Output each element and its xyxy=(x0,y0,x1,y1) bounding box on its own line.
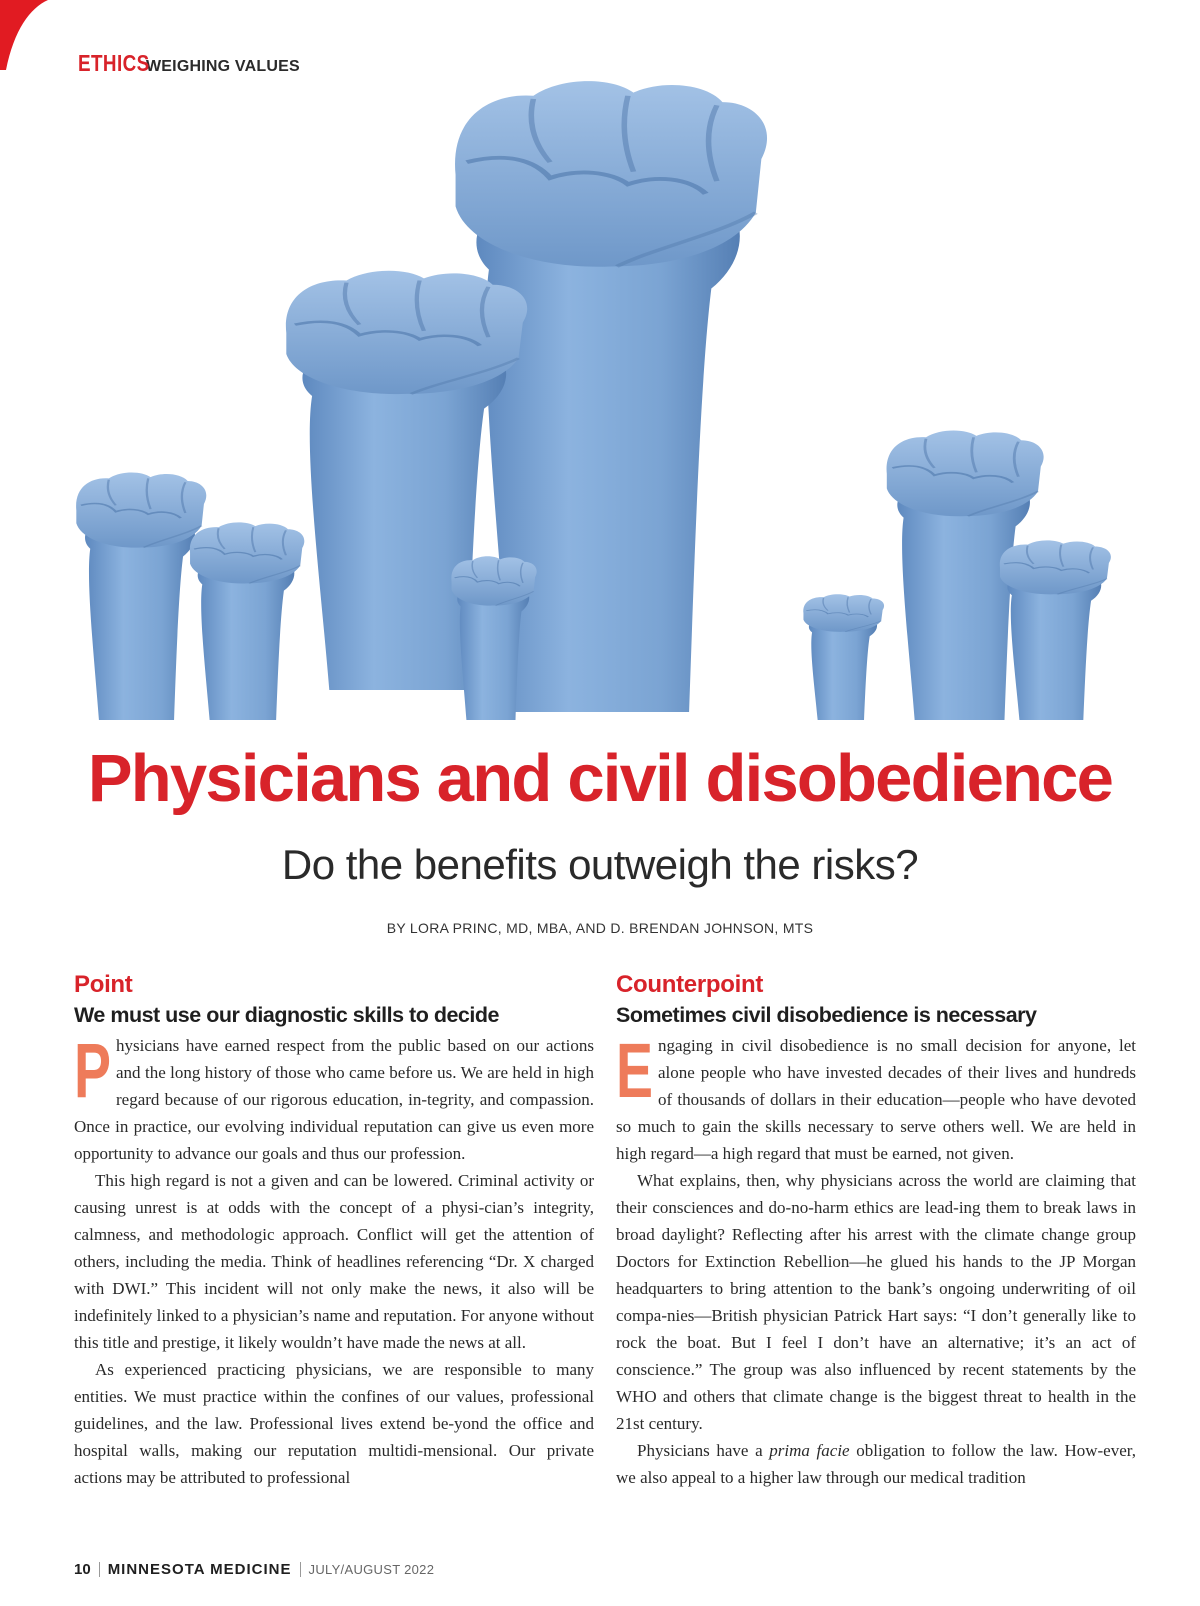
point-paragraph-2: This high regard is not a given and can be lowered. Criminal activity or causing unrest is at odds with the concept of a physi-cian’s integrity, calmness, and methodologic approach. Conflict will get the attention of others, including the media. Think of headlines referencing “Dr. X charged with DWI.” This incident will not only make the news, it also will be indefinitely linked to a physician’s name and reputation. For anyone without this title and prestige, it likely wouldn’t have made the news at all. xyxy=(74,1171,594,1352)
article-headline: Physicians and civil disobedience xyxy=(87,741,1113,816)
page-number: 10 xyxy=(74,1561,91,1578)
magazine-name: MINNESOTA MEDICINE xyxy=(107,1561,292,1578)
article-byline: BY LORA PRINC, MD, MBA, AND D. BRENDAN JOHNSON, MTS xyxy=(386,920,814,936)
point-kicker: Point xyxy=(74,971,133,998)
counterpoint-dropcap: E xyxy=(616,1028,653,1114)
counterpoint-column xyxy=(616,970,1136,1491)
counterpoint-kicker: Counterpoint xyxy=(616,971,764,998)
corner-accent-shape xyxy=(0,0,48,70)
page-footer xyxy=(74,1561,434,1578)
point-body xyxy=(74,1028,594,1491)
point-column xyxy=(74,970,594,1491)
point-paragraph-3: As experienced practicing physicians, we are responsible to many entities. We must practice within the confines of our values, professional guidelines, and the law. Professional lives extend be-yond the office and hospital walls, making our reputation multidi-mensional. Our private actions may be attributed to professional xyxy=(74,1360,594,1487)
hero-image xyxy=(74,70,1134,720)
counterpoint-paragraph-3: Physicians have a prima facie obligation to follow the law. How-ever, we also appeal to a higher law through our medical tradition xyxy=(616,1441,1136,1487)
article-deck: Do the benefits outweigh the risks? xyxy=(281,841,919,888)
section-name: ETHICS xyxy=(78,50,150,76)
section-subtitle: WEIGHING VALUES xyxy=(146,58,300,75)
point-dropcap: P xyxy=(74,1028,111,1114)
counterpoint-paragraph-2: What explains, then, why physicians across the world are claiming that their consciences and do-no-harm ethics are lead-ing them to break laws in broad daylight? Reflecting after his arrest with the climate change group Doctors for Extinction Rebellion—he glued his hands to the JP Morgan headquarters to bring attention to the bank’s ongoing underwriting of oil compa-nies—British physician Patrick Hart says: “I don’t generally like to rock the boat. But I feel I don’t have an alternative; it’s an act of conscience.” The group was also influenced by recent statements by the WHO and others that climate change is the biggest threat to health in the 21st century. xyxy=(616,1171,1136,1433)
counterpoint-paragraph-1: Engaging in civil disobedience is no small decision for anyone, let alone people who have invested decades of their lives and hundreds of thousands of dollars in their education—people who have devoted so much to gain the skills necessary to serve others well. We are held in high regard—a high regard that must be earned, not given. xyxy=(616,1028,1136,1163)
issue-date: JULY/AUGUST 2022 xyxy=(308,1562,435,1577)
point-paragraph-1: Physicians have earned respect from the public based on our actions and the long history of those who came before us. We are held in high regard because of our rigorous education, in-tegrity, and compassion. Once in practice, our evolving individual reputation can give us even more opportunity to advance our goals and thus our profession. xyxy=(74,1028,594,1163)
counterpoint-body xyxy=(616,1028,1136,1491)
point-heading: We must use our diagnostic skills to decide xyxy=(74,1003,499,1027)
footer-divider xyxy=(300,1562,301,1577)
counterpoint-heading: Sometimes civil disobedience is necessary xyxy=(616,1003,1037,1027)
footer-divider xyxy=(99,1562,100,1577)
